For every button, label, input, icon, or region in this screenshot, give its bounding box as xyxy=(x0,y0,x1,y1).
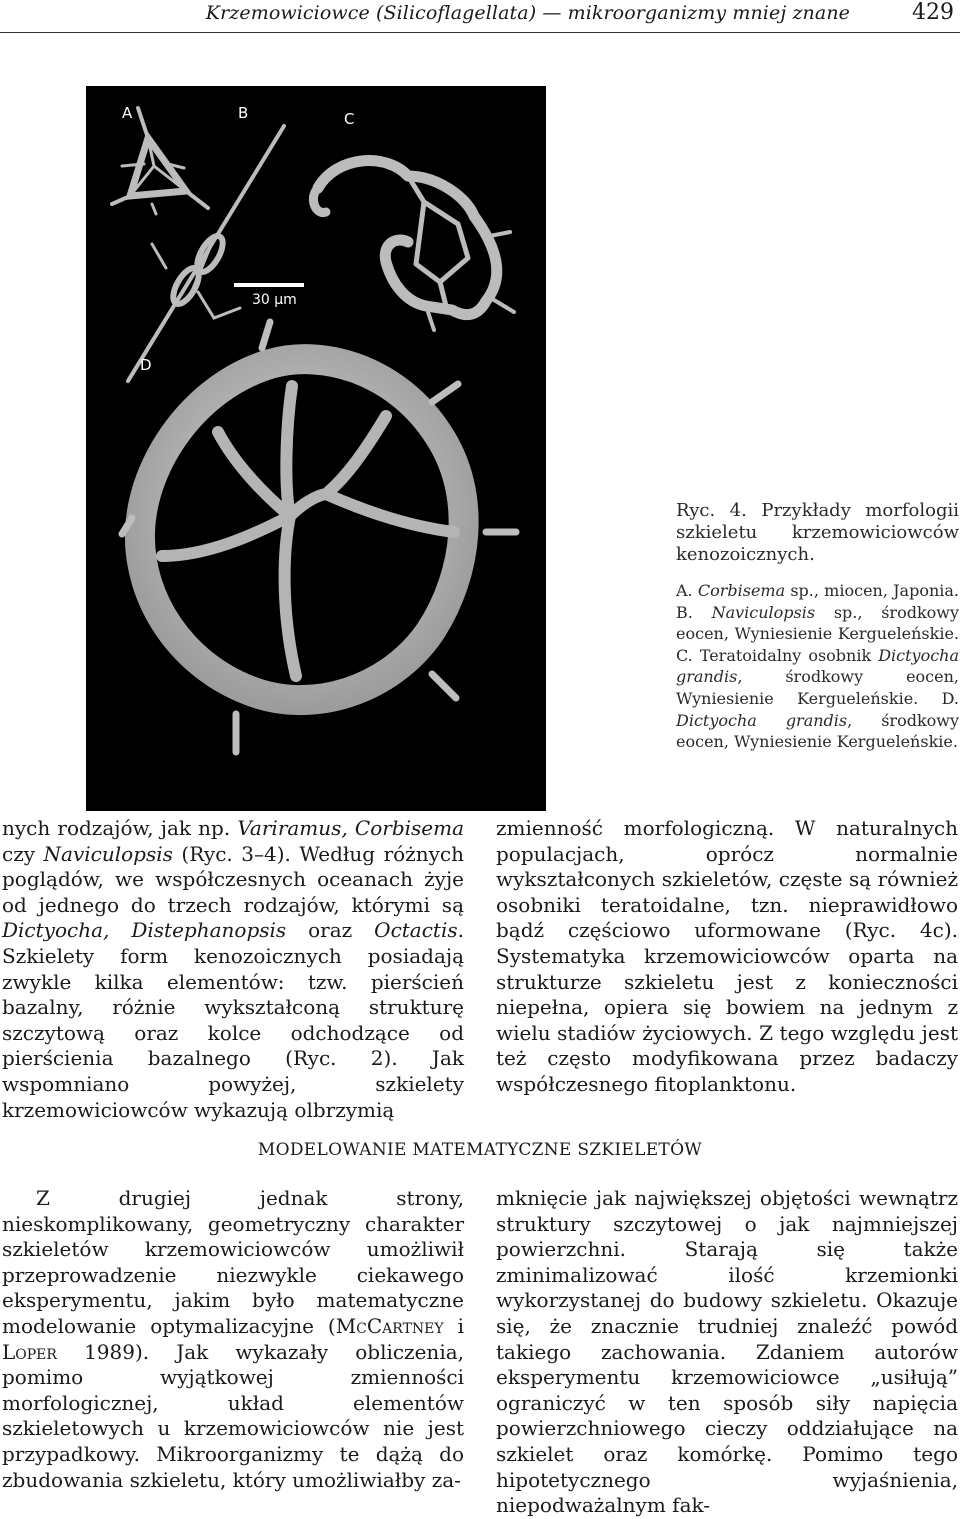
panel-label-c: C xyxy=(344,110,355,128)
figure-micrograph xyxy=(86,86,546,811)
panel-label-d: D xyxy=(140,356,152,374)
running-header xyxy=(0,0,960,30)
panel-label-b: B xyxy=(238,104,249,122)
panel-label-a: A xyxy=(122,104,133,122)
section-heading: MODELOWANIE MATEMATYCZNE SZKIELETÓW xyxy=(257,1140,703,1160)
paragraph: nych rodzajów, jak np. Variramus, Corbisema czy Naviculopsis (Ryc. 3–4). Według różnych poglądów, we współczesnych oceanach żyje od jednego do trzech rodzajów, którymi są Dictyocha, Distephanopsis oraz Octactis. Szkielety form kenozoicznych posiadają zwykle kilka elementów: tzw. pierścień bazalny, różnie wykształconą strukturę szczytową oraz kolce odchodzące od pierścienia bazalnego (Ryc. 2). Jak wspomniano powyżej, szkielety krzemowiciowców wykazują olbrzymią xyxy=(2,816,465,1122)
micrograph-image xyxy=(86,86,546,811)
paragraph: Z drugiej jednak strony, nieskomplikowany, geometryczny charakter szkieletów krzemowiciowców umożliwił przeprowadzenie niezwykle ciekawego eksperymentu, jakim było matematyczne modelowanie optymalizacyjne (McCartney i Loper 1989). Jak wykazały obliczenia, pomimo wyjątkowej zmienności morfologicznej, układ elementów szkieletowych u krzemowiciowców nie jest przypadkowy. Mikroorganizmy te dążą do zbudowania szkieletu, który umożliwiałby za- xyxy=(2,1186,464,1492)
caption-title: Ryc. 4. Przykłady morfologii szkieletu krzemowiciowców kenozoicznych. xyxy=(676,500,959,565)
scale-bar-label: 30 µm xyxy=(252,292,297,308)
body-column-left-bottom xyxy=(2,1186,464,1493)
figure-caption xyxy=(676,500,959,753)
paragraph: mknięcie jak największej objętości wewnątrz struktury szczytowej o jak najmniejszej powierzchni. Starają się także zminimalizować ilość krzemionki wykorzystanej do budowy szkieletu. Okazuje się, że znacznie trudniej znaleźć powód takiego zachowania. Zdaniem autorów eksperymentu krzemowiciowce „usiłują” ograniczyć w ten sposób siły napięcia powierzchniowego cieczy oddziałujące na szkielet oraz komórkę. Pomimo tego hipotetycznego wyjaśnienia, niepodważalnym fak- xyxy=(496,1186,958,1518)
caption-body: A. Corbisema sp., miocen, Japonia. B. Naviculopsis sp., środkowy eocen, Wyniesienie Kergueleńskie. C. Teratoidalny osobnik Dictyocha grandis, środkowy eocen, Wyniesienie Kergueleńskie. D. Dictyocha grandis, środkowy eocen, Wyniesienie Kergueleńskie. xyxy=(676,581,960,752)
paragraph: zmienność morfologiczną. W naturalnych populacjach, oprócz normalnie wykształconych szkieletów, częste są również osobniki teratoidalne, tzn. nieprawidłowo bądź częściowo uformowane (Ryc. 4c). Systematyka krzemowiciowców oparta na strukturze szkieletu jest z konieczności niepełna, opiera się bowiem na jednym z wielu stadiów życiowych. Z tego względu jest też często modyfikowana przez badaczy współczesnego fitoplanktonu. xyxy=(496,816,958,1096)
header-rule xyxy=(0,32,960,33)
running-title: Krzemowiciowce (Silicoflagellata) — mikroorganizmy mniej znane xyxy=(205,2,850,24)
body-column-right-top xyxy=(496,816,958,1098)
scale-bar xyxy=(234,283,304,287)
body-column-right-bottom xyxy=(496,1186,958,1519)
page-number: 429 xyxy=(912,0,954,25)
body-column-left-top xyxy=(2,816,464,1123)
